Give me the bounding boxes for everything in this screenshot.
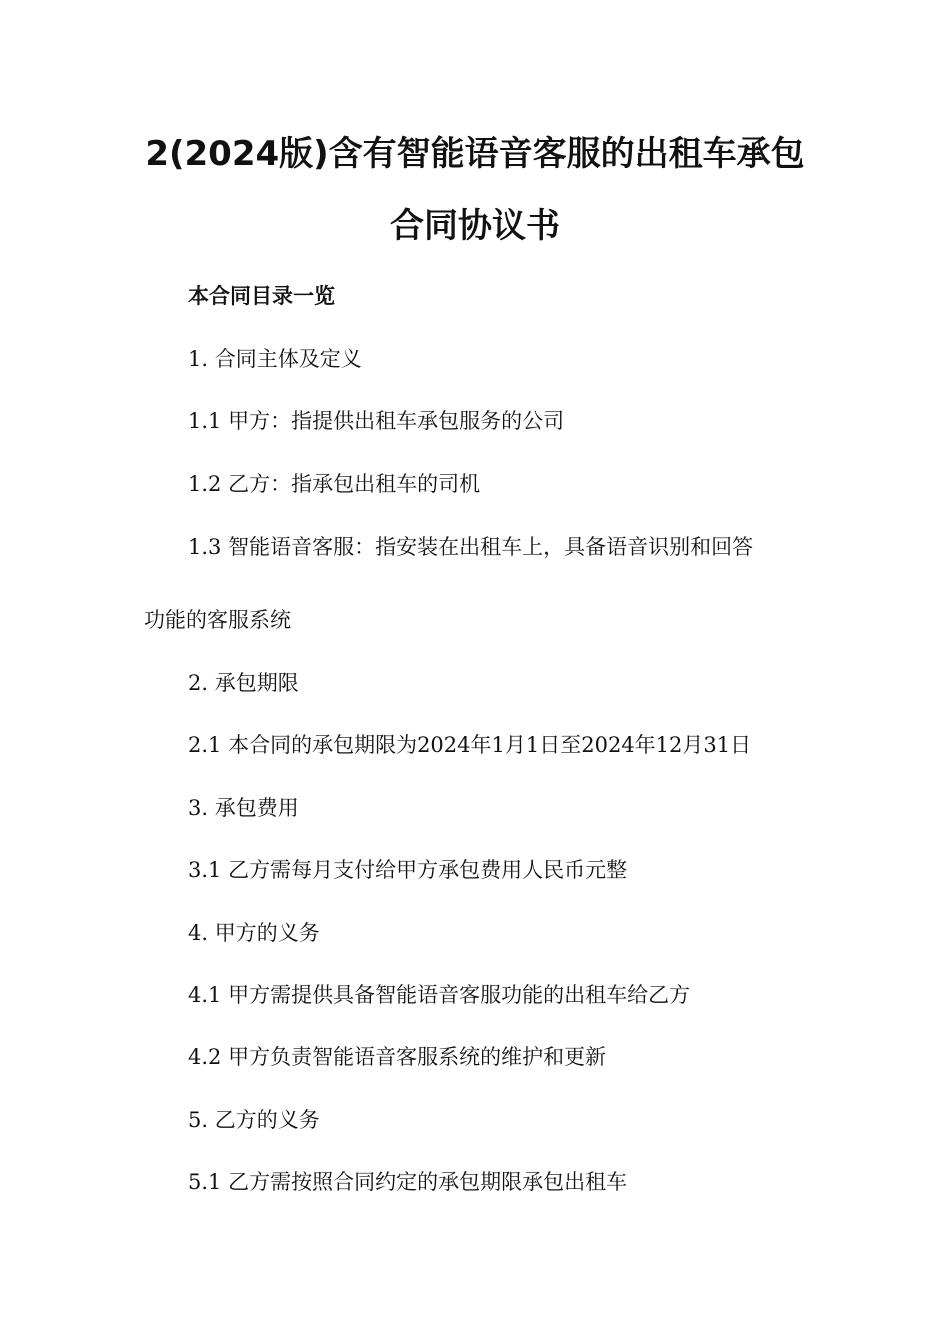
toc-item-4-1: 4.1 甲方需提供具备智能语音客服功能的出租车给乙方: [188, 983, 691, 1007]
toc-item-2-1: 2.1 本合同的承包期限为2024年1月1日至2024年12月31日: [188, 733, 752, 757]
toc-item-1-1: 1.1 甲方：指提供出租车承包服务的公司: [188, 409, 565, 433]
toc-item-4: 4. 甲方的义务: [188, 921, 320, 945]
toc-item-1-3-continued: 功能的客服系统: [144, 608, 291, 632]
toc-item-3: 3. 承包费用: [188, 796, 299, 820]
toc-item-1-2: 1.2 乙方：指承包出租车的司机: [188, 472, 481, 496]
toc-item-5: 5. 乙方的义务: [188, 1108, 320, 1132]
document-title-line-1: 2(2024版)含有智能语音客服的出租车承包: [145, 134, 805, 174]
toc-item-2: 2. 承包期限: [188, 671, 299, 695]
toc-item-1: 1. 合同主体及定义: [188, 347, 362, 371]
toc-item-4-2: 4.2 甲方负责智能语音客服系统的维护和更新: [188, 1045, 607, 1069]
toc-heading: 本合同目录一览: [188, 284, 335, 308]
toc-item-3-1: 3.1 乙方需每月支付给甲方承包费用人民币元整: [188, 858, 628, 882]
toc-item-5-1: 5.1 乙方需按照合同约定的承包期限承包出租车: [188, 1170, 628, 1194]
document-title-line-2: 合同协议书: [390, 206, 560, 246]
toc-item-1-3: 1.3 智能语音客服：指安装在出租车上，具备语音识别和回答: [188, 535, 754, 559]
